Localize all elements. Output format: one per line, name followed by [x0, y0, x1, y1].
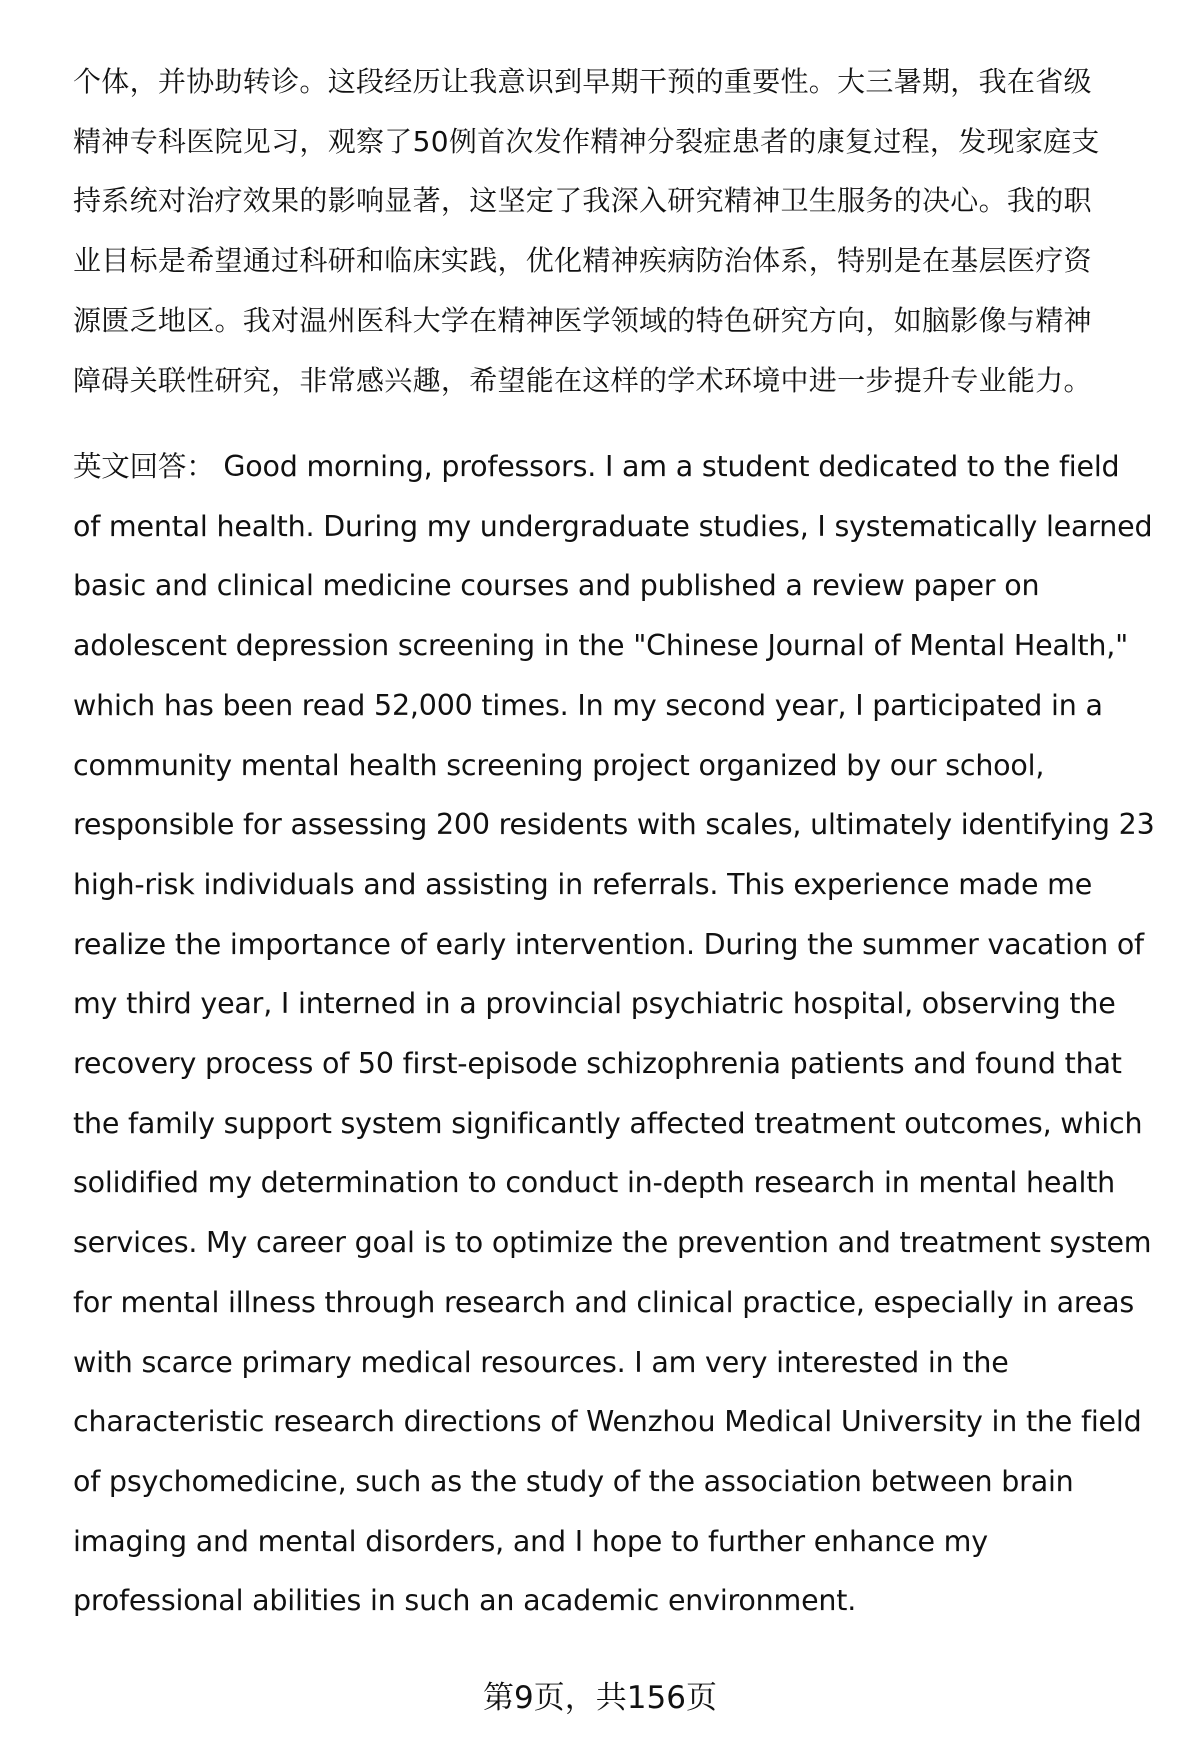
text-line: 精神专科医院见习，观察了50例首次发作精神分裂症患者的康复过程，发现家庭支 [73, 124, 1100, 158]
text-line: of mental health. During my undergraduate studies, I systematically learned [73, 509, 1153, 543]
text-line: services. My career goal is to optimize the prevention and treatment system [73, 1226, 1152, 1260]
text-line: 英文回答： Good morning, professors. I am a student dedicated to the field [73, 450, 1120, 483]
text-line: adolescent depression screening in the "Chinese Journal of Mental Health," [73, 629, 1128, 663]
text-line: recovery process of 50 first-episode schizophrenia patients and found that [73, 1047, 1122, 1081]
page-number: 第9页，共156页 [483, 1680, 717, 1716]
text-line: characteristic research directions of Wenzhou Medical University in the field [73, 1405, 1142, 1439]
text-line: with scarce primary medical resources. I am very interested in the [73, 1345, 1009, 1379]
text-line: 业目标是希望通过科研和临床实践，优化精神疾病防治体系，特别是在基层医疗资 [73, 244, 1092, 278]
text-line: 障碍关联性研究，非常感兴趣，希望能在这样的学术环境中进一步提升专业能力。 [73, 363, 1092, 397]
text-line: realize the importance of early intervention. During the summer vacation of [73, 927, 1144, 961]
text-line: for mental illness through research and clinical practice, especially in areas [73, 1285, 1135, 1319]
text-line: professional abilities in such an academic environment. [73, 1584, 857, 1618]
text-line: high-risk individuals and assisting in referrals. This experience made me [73, 867, 1093, 901]
text-line: 个体，并协助转诊。这段经历让我意识到早期干预的重要性。大三暑期，我在省级 [73, 65, 1092, 98]
text-line: of psychomedicine, such as the study of the association between brain [73, 1464, 1074, 1498]
text-line: community mental health screening project organized by our school, [73, 748, 1045, 782]
text-line: my third year, I interned in a provincial psychiatric hospital, observing the [73, 987, 1116, 1021]
text-line: basic and clinical medicine courses and published a review paper on [73, 569, 1040, 603]
text-line: imaging and mental disorders, and I hope to further enhance my [73, 1524, 988, 1558]
text-line: 持系统对治疗效果的影响显著，这坚定了我深入研究精神卫生服务的决心。我的职 [73, 184, 1092, 218]
text-line: which has been read 52,000 times. In my second year, I participated in a [73, 688, 1103, 722]
english-answer-paragraph [73, 437, 1163, 1631]
chinese-answer-paragraph [73, 52, 1163, 410]
text-line: solidified my determination to conduct in-depth research in mental health [73, 1166, 1116, 1200]
text-line: 源匮乏地区。我对温州医科大学在精神医学领域的特色研究方向，如脑影像与精神 [73, 303, 1092, 337]
text-line: responsible for assessing 200 residents with scales, ultimately identifying 23 [73, 808, 1155, 842]
text-line: the family support system significantly affected treatment outcomes, which [73, 1106, 1143, 1140]
